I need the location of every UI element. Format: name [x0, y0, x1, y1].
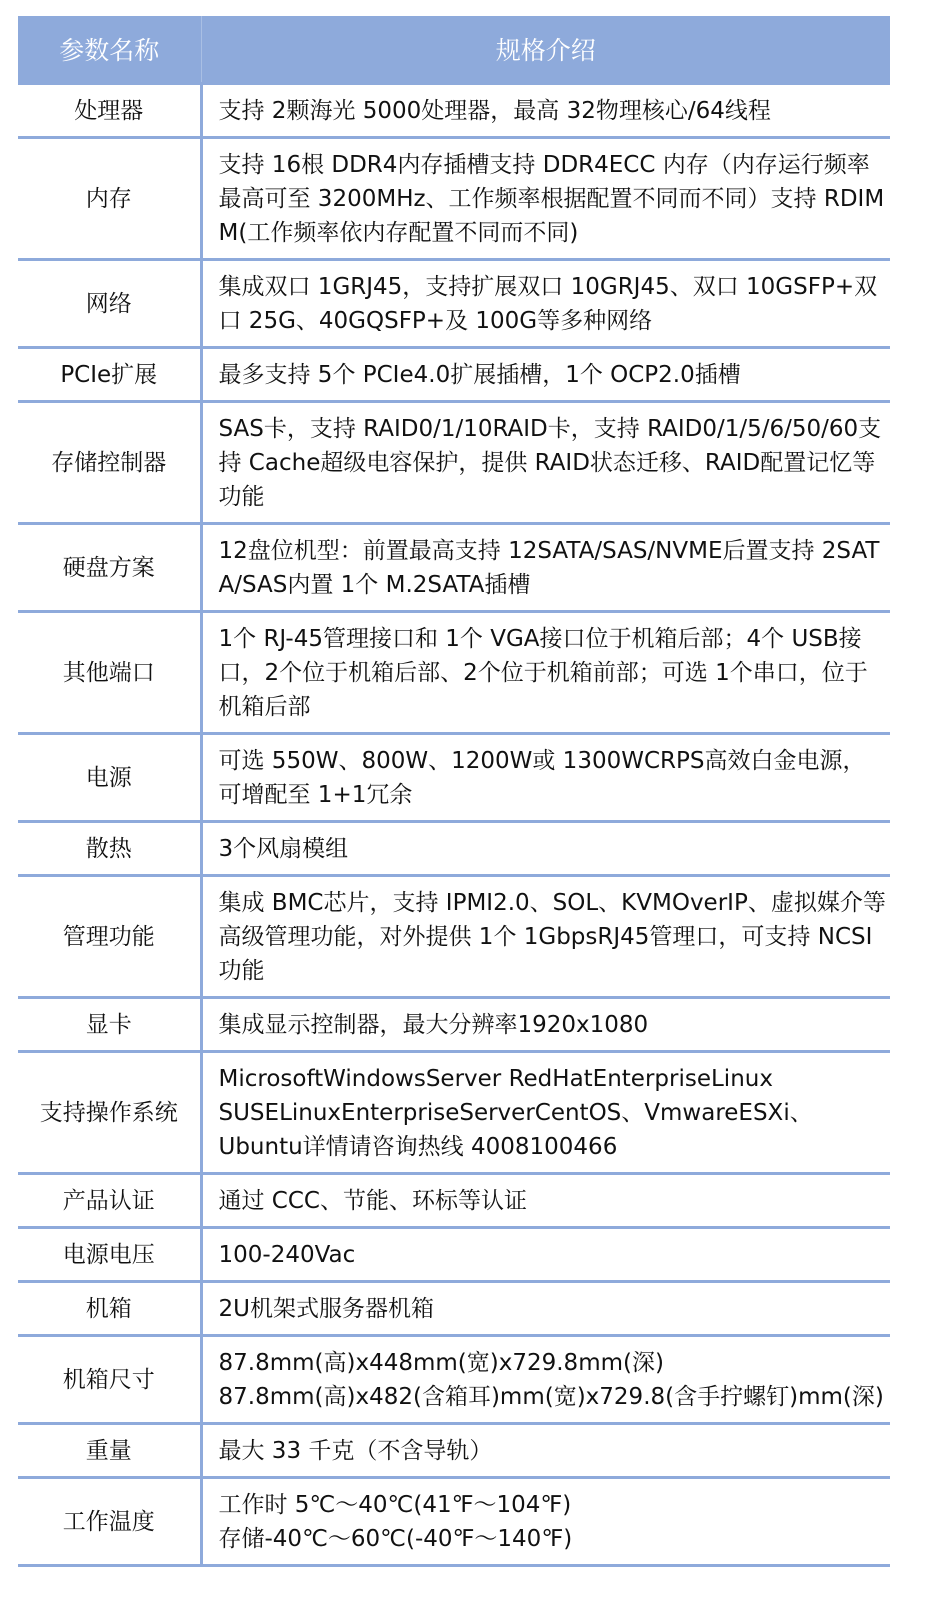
table-row	[18, 84, 890, 138]
table-row	[18, 1174, 890, 1228]
row-name: 散热	[18, 822, 201, 876]
value-line: 存储-40℃～60℃(-40℉～140℉)	[218, 1526, 573, 1552]
row-name: 重量	[18, 1424, 201, 1478]
row-name: PCIe扩展	[18, 348, 201, 402]
value-line: 87.8mm(高)x482(含箱耳)mm(宽)x729.8(含手拧螺钉)mm(深)	[218, 1384, 884, 1410]
row-value: 通过 CCC、节能、环标等认证	[201, 1174, 890, 1228]
table-row	[18, 822, 890, 876]
row-value	[201, 1336, 890, 1424]
row-name: 内存	[18, 138, 201, 260]
table-row	[18, 402, 890, 524]
table-row	[18, 1424, 890, 1478]
row-value: 集成双口 1GRJ45，支持扩展双口 10GRJ45、双口 10GSFP+双口 25G、40GQSFP+及 100G等多种网络	[201, 260, 890, 348]
row-value: 最多支持 5个 PCIe4.0扩展插槽，1个 OCP2.0插槽	[201, 348, 890, 402]
row-name: 支持操作系统	[18, 1052, 201, 1174]
table-row	[18, 348, 890, 402]
table-row	[18, 1282, 890, 1336]
row-name: 硬盘方案	[18, 524, 201, 612]
value-line: SUSELinuxEnterpriseServerCentOS、VmwareESXi、	[218, 1100, 813, 1126]
table-row	[18, 1336, 890, 1424]
spec-table	[18, 16, 890, 1567]
row-value: 集成显示控制器，最大分辨率1920x1080	[201, 998, 890, 1052]
table-row	[18, 612, 890, 734]
row-name: 管理功能	[18, 876, 201, 998]
table-row	[18, 260, 890, 348]
row-name: 产品认证	[18, 1174, 201, 1228]
value-line: MicrosoftWindowsServer RedHatEnterpriseLinux	[218, 1066, 773, 1092]
row-name: 电源	[18, 734, 201, 822]
row-value: 可选 550W、800W、1200W或 1300WCRPS高效白金电源，可增配至 1+1冗余	[201, 734, 890, 822]
table-row	[18, 524, 890, 612]
row-value: 支持 16根 DDR4内存插槽支持 DDR4ECC 内存（内存运行频率最高可至 3200MHz、工作频率根据配置不同而不同）支持 RDIMM(工作频率依内存配置不同而不同)	[201, 138, 890, 260]
row-value	[201, 1478, 890, 1566]
value-line: 工作时 5℃～40℃(41℉～104℉)	[218, 1492, 572, 1518]
row-value: SAS卡，支持 RAID0/1/10RAID卡，支持 RAID0/1/5/6/50/60支持 Cache超级电容保护，提供 RAID状态迁移、RAID配置记忆等功能	[201, 402, 890, 524]
row-name: 其他端口	[18, 612, 201, 734]
table-row	[18, 734, 890, 822]
row-value: 100-240Vac	[201, 1228, 890, 1282]
row-value: 3个风扇模组	[201, 822, 890, 876]
row-name: 电源电压	[18, 1228, 201, 1282]
value-line: 87.8mm(高)x448mm(宽)x729.8mm(深)	[218, 1350, 664, 1376]
table-row	[18, 1052, 890, 1174]
row-name: 机箱尺寸	[18, 1336, 201, 1424]
row-name: 机箱	[18, 1282, 201, 1336]
table-header-row	[18, 16, 890, 84]
row-name: 网络	[18, 260, 201, 348]
row-value	[201, 1052, 890, 1174]
row-name: 显卡	[18, 998, 201, 1052]
row-value: 支持 2颗海光 5000处理器，最高 32物理核心/64线程	[201, 84, 890, 138]
value-line: Ubuntu详情请咨询热线 4008100466	[218, 1134, 618, 1160]
row-value: 1个 RJ-45管理接口和 1个 VGA接口位于机箱后部；4个 USB接口，2个位于机箱后部、2个位于机箱前部；可选 1个串口，位于机箱后部	[201, 612, 890, 734]
table-row	[18, 138, 890, 260]
table-row	[18, 1478, 890, 1566]
row-value: 集成 BMC芯片，支持 IPMI2.0、SOL、KVMOverIP、虚拟媒介等高级管理功能，对外提供 1个 1GbpsRJ45管理口，可支持 NCSI功能	[201, 876, 890, 998]
header-spec-intro: 规格介绍	[201, 16, 890, 84]
row-value: 12盘位机型：前置最高支持 12SATA/SAS/NVME后置支持 2SATA/SAS内置 1个 M.2SATA插槽	[201, 524, 890, 612]
header-param-name: 参数名称	[18, 16, 201, 84]
table-row	[18, 876, 890, 998]
row-name: 工作温度	[18, 1478, 201, 1566]
row-value: 最大 33 千克（不含导轨）	[201, 1424, 890, 1478]
row-value: 2U机架式服务器机箱	[201, 1282, 890, 1336]
row-name: 存储控制器	[18, 402, 201, 524]
row-name: 处理器	[18, 84, 201, 138]
table-row	[18, 1228, 890, 1282]
table-row	[18, 998, 890, 1052]
